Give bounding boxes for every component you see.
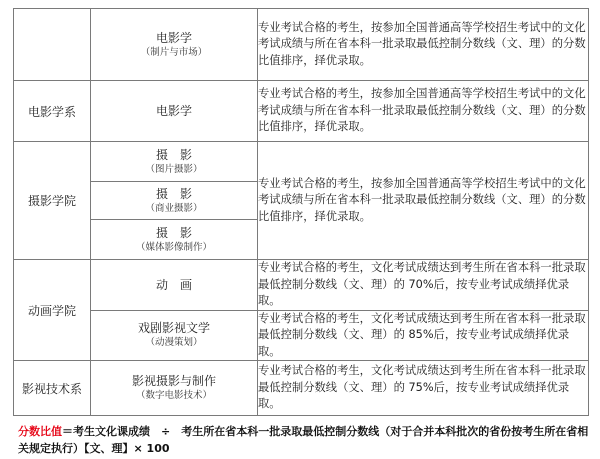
major-cell bbox=[91, 142, 258, 182]
dept-cell: 摄影学院 bbox=[14, 142, 91, 260]
major-name: 戏剧影视文学 bbox=[137, 321, 210, 336]
table-row bbox=[14, 361, 589, 416]
major-cell bbox=[91, 81, 258, 142]
table-row bbox=[14, 81, 589, 142]
major-direction: （商业摄影） bbox=[145, 202, 203, 214]
dept-cell: 电影学系 bbox=[14, 81, 91, 142]
admission-rule: 专业考试合格的考生，按参加全国普通高等学校招生考试中的文化考试成绩与所在省本科一批录取最低控制分数线（文、理）的分数比值排序，择优录取。 bbox=[258, 81, 589, 142]
major-direction: （媒体影像制作） bbox=[135, 241, 212, 253]
admission-rule: 专业考试合格的考生，文化考试成绩达到考生所在省本科一批录取最低控制分数线（文、理）的 75%后，按专业考试成绩择优录取。 bbox=[258, 361, 589, 416]
major-direction: （动漫策划） bbox=[145, 337, 203, 349]
dept-cell: 动画学院 bbox=[14, 260, 91, 361]
major-cell bbox=[91, 182, 258, 220]
major-name: 电影学 bbox=[155, 30, 192, 45]
dept-cell: 影视技术系 bbox=[14, 361, 91, 416]
major-name: 电影学 bbox=[155, 104, 192, 118]
major-cell bbox=[91, 361, 258, 416]
major-name: 影视摄影与制作 bbox=[131, 374, 216, 388]
major-cell bbox=[91, 220, 258, 260]
table-row bbox=[14, 9, 589, 81]
major-direction: （图片摄影） bbox=[145, 163, 203, 175]
table-row bbox=[14, 260, 589, 311]
major-name: 摄 影 bbox=[155, 147, 192, 162]
admission-rule: 专业考试合格的考生，按参加全国普通高等学校招生考试中的文化考试成绩与所在省本科一批录取最低控制分数线（文、理）的分数比值排序，择优录取。 bbox=[258, 142, 589, 260]
major-cell bbox=[91, 260, 258, 311]
major-name: 摄 影 bbox=[155, 186, 192, 201]
major-name: 摄 影 bbox=[155, 225, 192, 240]
dept-cell bbox=[14, 9, 91, 81]
admission-rule: 专业考试合格的考生，文化考试成绩达到考生所在省本科一批录取最低控制分数线（文、理）的 70%后，按专业考试成绩择优录取。 bbox=[258, 260, 589, 311]
admission-rule: 专业考试合格的考生，文化考试成绩达到考生所在省本科一批录取最低控制分数线（文、理）的 85%后，按专业考试成绩择优录取。 bbox=[258, 310, 589, 361]
major-direction: （数字电影技术） bbox=[135, 390, 212, 401]
major-cell bbox=[91, 9, 258, 81]
admission-rule: 专业考试合格的考生，按参加全国普通高等学校招生考试中的文化考试成绩与所在省本科一批录取最低控制分数线（文、理）的分数比值排序，择优录取。 bbox=[258, 9, 589, 81]
score-ratio-formula bbox=[18, 423, 593, 457]
score-ratio-term: 分数比值 bbox=[18, 425, 62, 438]
major-direction: （制片与市场） bbox=[140, 46, 208, 58]
admission-table bbox=[13, 8, 589, 416]
table-row bbox=[14, 142, 589, 182]
major-name: 动 画 bbox=[155, 277, 192, 292]
table-row bbox=[14, 310, 589, 361]
major-cell bbox=[91, 310, 258, 361]
formula-text: ＝考生文化课成绩 ÷ 考生所在省本科一批录取最低控制分数线（对于合并本科批次的省份按考生所在省相关规定执行）【文、理】× 100 bbox=[18, 425, 589, 455]
